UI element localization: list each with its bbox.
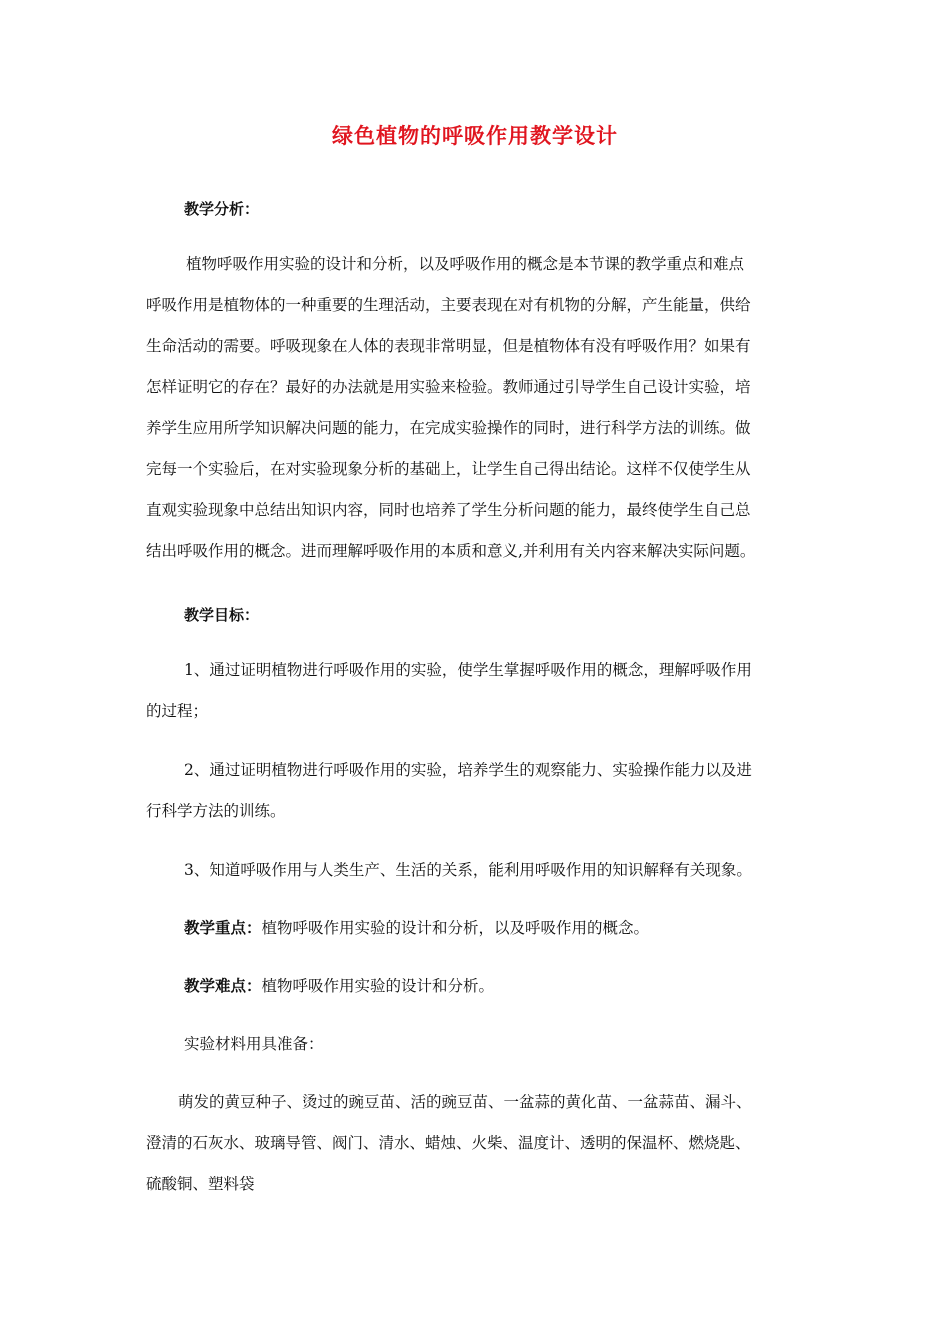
materials-line: 硫酸铜、塑料袋	[146, 1175, 255, 1193]
analysis-line: 完每一个实验后，在对实验现象分析的基础上，让学生自己得出结论。这样不仅使学生从	[146, 460, 751, 478]
objective-line: 2、通过证明植物进行呼吸作用的实验，培养学生的观察能力、实验操作能力以及进	[184, 761, 752, 779]
analysis-heading: 教学分析：	[184, 200, 260, 218]
key-point-label: 教学重点：	[184, 919, 262, 937]
materials-heading-paragraph	[146, 1024, 806, 1065]
difficulty-text: 植物呼吸作用实验的设计和分析。	[261, 977, 495, 995]
analysis-line: 植物呼吸作用实验的设计和分析，以及呼吸作用的概念是本节课的教学重点和难点	[186, 255, 745, 273]
analysis-paragraph	[146, 244, 806, 572]
analysis-line: 直观实验现象中总结出知识内容，同时也培养了学生分析问题的能力，最终使学生自己总	[146, 501, 751, 519]
objective-line: 1、通过证明植物进行呼吸作用的实验，使学生掌握呼吸作用的概念，理解呼吸作用	[184, 661, 752, 679]
analysis-line: 怎样证明它的存在？最好的办法就是用实验来检验。教师通过引导学生自己设计实验，培	[146, 378, 751, 396]
materials-line: 澄清的石灰水、玻璃导管、阀门、清水、蜡烛、火柴、温度计、透明的保温杯、燃烧匙、	[146, 1134, 751, 1152]
document-title: 绿色植物的呼吸作用教学设计	[332, 124, 618, 148]
objectives-heading: 教学目标：	[184, 606, 260, 624]
analysis-line: 结出呼吸作用的概念。进而理解呼吸作用的本质和意义,并利用有关内容来解决实际问题。	[146, 542, 756, 560]
objective-line: 行科学方法的训练。	[146, 802, 286, 820]
objective-line: 的过程；	[146, 702, 209, 720]
objective-line: 3、知道呼吸作用与人类生产、生活的关系，能利用呼吸作用的知识解释有关现象。	[184, 861, 752, 879]
difficulty-paragraph	[146, 966, 806, 1007]
objective-item-1	[146, 650, 806, 732]
materials-line: 萌发的黄豆种子、烫过的豌豆苗、活的豌豆苗、一盆蒜的黄化苗、一盆蒜苗、漏斗、	[178, 1093, 752, 1111]
objective-item-3	[146, 850, 806, 891]
analysis-line: 养学生应用所学知识解决问题的能力，在完成实验操作的同时，进行科学方法的训练。做	[146, 419, 751, 437]
key-point-paragraph	[146, 908, 806, 949]
analysis-line: 呼吸作用是植物体的一种重要的生理活动，主要表现在对有机物的分解，产生能量，供给	[146, 296, 751, 314]
difficulty-label: 教学难点：	[184, 977, 262, 995]
materials-heading: 实验材料用具准备：	[184, 1035, 324, 1053]
analysis-line: 生命活动的需要。呼吸现象在人体的表现非常明显，但是植物体有没有呼吸作用？如果有	[146, 337, 751, 355]
materials-paragraph	[146, 1082, 806, 1205]
objective-item-2	[146, 750, 806, 832]
key-point-text: 植物呼吸作用实验的设计和分析，以及呼吸作用的概念。	[261, 919, 650, 937]
